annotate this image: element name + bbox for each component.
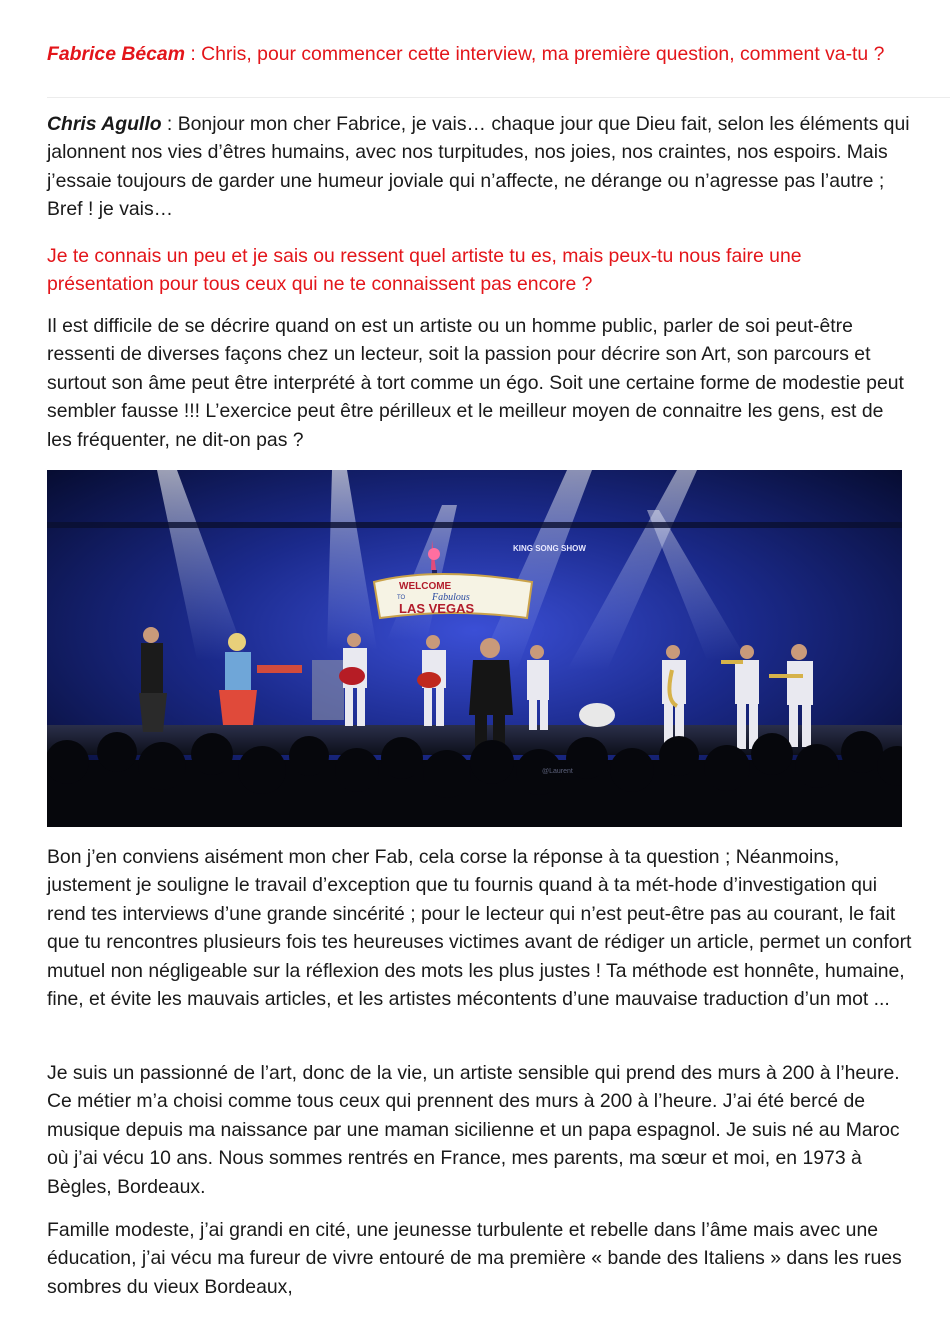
photo-watermark: @Laurent (542, 768, 573, 775)
show-banner: KING SONG SHOW (513, 544, 586, 553)
interviewee-name: Chris Agullo (47, 113, 162, 135)
speaker-stack (312, 660, 344, 720)
answer-1-text: : Bonjour mon cher Fabrice, je vais… chaque jour que Dieu fait, selon les éléments qui jalonnent nos vies d’êtres humains, avec nos turpitudes, nos joies, nos craintes, nos espoirs. Mais j’essaie toujours de garder une humeur joviale qui n’affecte, ne dérange ou n’agresse pas l’autre ; Bref ! je vais… (47, 113, 910, 221)
drum (579, 703, 615, 727)
sign-city: LAS VEGAS (399, 601, 475, 616)
answer-3: Bon j’en conviens aisément mon cher Fab, cela corse la réponse à ta question ; Néanmoins, justement je souligne le travail d’exception que tu fournis quand à ta mét-hode d’investigation qui rend tes interviews d’une grande sincérité ; pour le lecteur qui n’est peut-être pas au courant, le fait que tu rencontres plusieurs fois tes heureuses victimes avant de rédiger un article, permet un confort mutuel non négligeable sur la réflexion des mots les plus justes ! Ta méthode est honnête, humaine, fine, et évite les mauvais articles, et les artistes mécontents d’une mauvaise traduction d’un mot ... (47, 846, 912, 1011)
interviewer-name: Fabrice Bécam (47, 43, 185, 65)
question-1-text: : Chris, pour commencer cette interview, ma première question, comment va-tu ? (184, 43, 885, 65)
divider (47, 97, 950, 98)
question-2: Je te connais un peu et je sais ou ressent quel artiste tu es, mais peux-tu nous faire une présentation pour tous ceux qui ne te connaissent pas encore ? (47, 245, 802, 296)
sign-fabulous: Fabulous (432, 592, 470, 603)
sign-welcome: WELCOME (399, 581, 452, 592)
keyboard (257, 665, 302, 673)
answer-5: Famille modeste, j’ai grandi en cité, une jeunesse turbulente et rebelle dans l’âme mais avec une éducation, j’ai vécu ma fureur de vivre entouré de ma première « bande des Italiens » dans les rues sombres du vieux Bordeaux, (47, 1219, 902, 1298)
answer-4: Je suis un passionné de l’art, donc de la vie, un artiste sensible qui prend des murs à 200 à l’heure. Ce métier m’a choisi comme tous ceux qui prennent des murs à 200 à l’heure. J’ai été bercé de musique depuis ma naissance par une maman sicilienne et un papa espagnol. Je suis né au Maroc où j’ai vécu 10 ans. Nous sommes rentrés en France, mes parents, ma sœur et moi, en 1973 à Bègles, Bordeaux. (47, 1062, 900, 1198)
question-1 (47, 40, 912, 68)
sign-to: TO (397, 595, 406, 601)
answer-2: Il est difficile de se décrire quand on est un artiste ou un homme public, parler de soi peut-être ressenti de diverses façons chez un lecteur, soit la passion pour décrire son Art, son parcours et surtout son âme peut être interprété à tort comme un égo. Soit une certaine forme de modestie peut sembler fausse !!! L’exercice peut être périlleux et le meilleur moyen de connaitre les gens, est de les fréquenter, ne dit-on pas ? (47, 315, 904, 451)
concert-photo (47, 470, 902, 827)
lighting-truss (47, 522, 902, 528)
answer-1 (47, 110, 912, 224)
